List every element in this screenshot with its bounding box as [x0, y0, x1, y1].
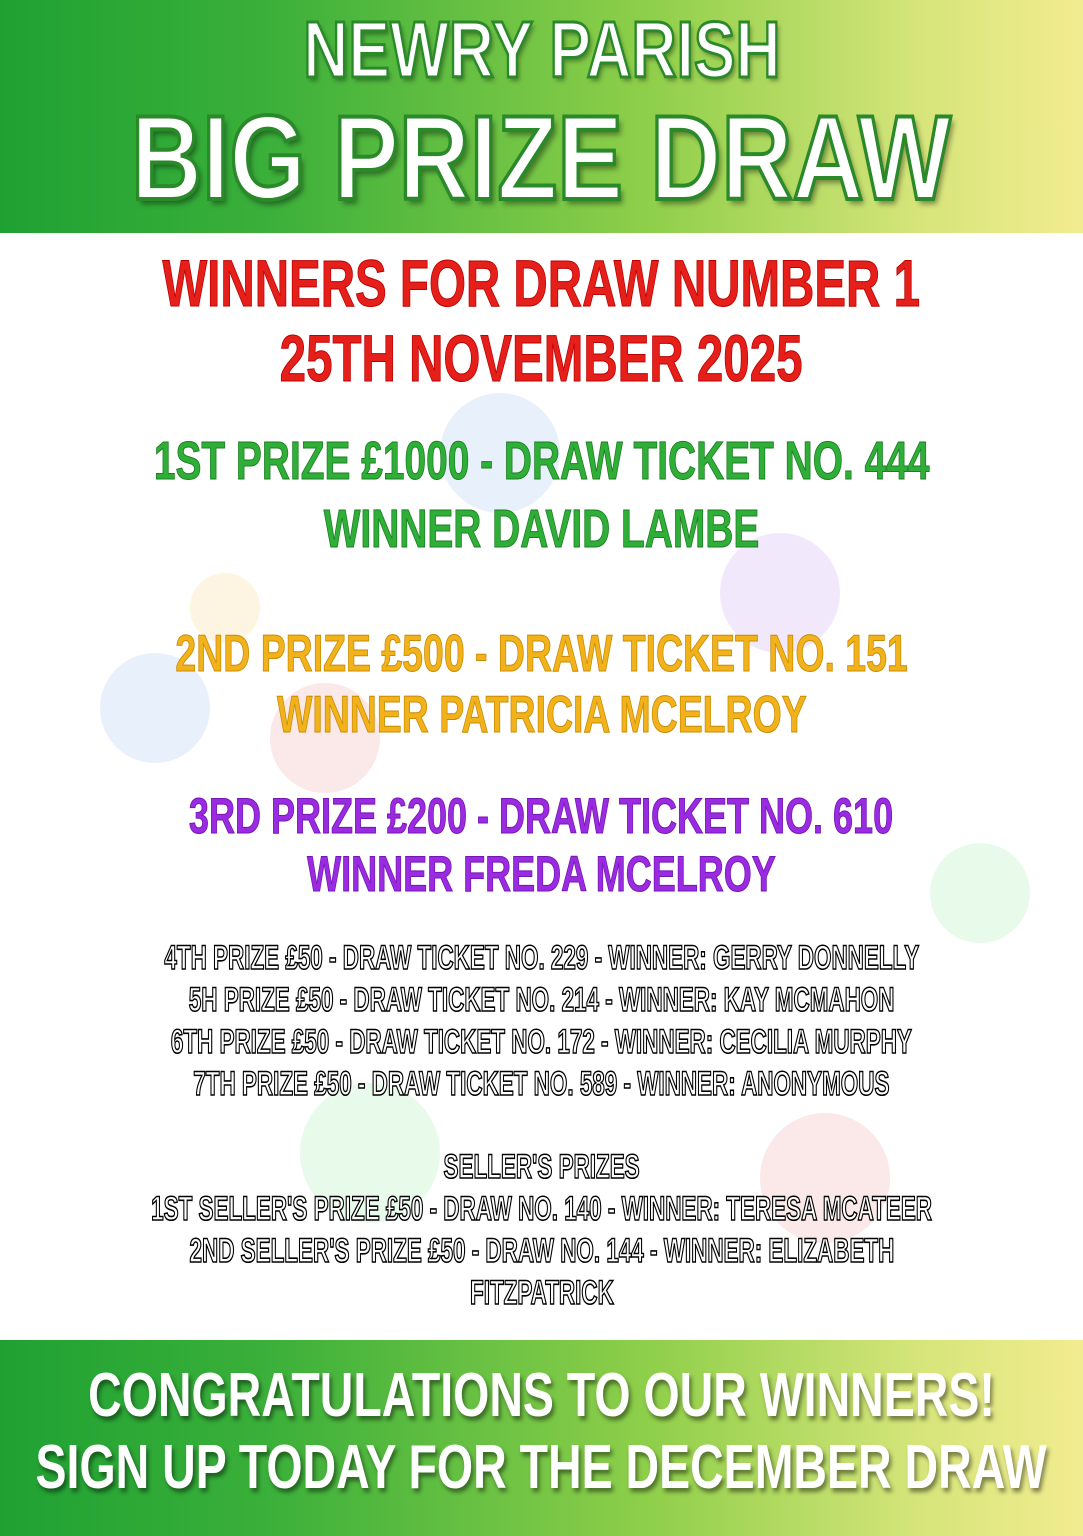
seller-prize-2: [0, 1232, 1083, 1271]
third-prize-winner: [0, 845, 1083, 903]
sellers-heading-text: SELLER'S PRIZES: [443, 1148, 640, 1186]
draw-date-text: 25TH NOVEMBER 2025: [280, 321, 803, 395]
seller-prize-1: [0, 1190, 1083, 1229]
seller-prize-text: 1ST SELLER'S PRIZE £50 - DRAW NO. 140 - WINNER: TERESA MCATEER: [151, 1190, 932, 1228]
header-line-1: [0, 0, 1083, 100]
seller-prize-text: 2ND SELLER'S PRIZE £50 - DRAW NO. 144 - WINNER: ELIZABETH: [189, 1232, 894, 1270]
draw-title: [0, 245, 1083, 321]
third-prize: [0, 787, 1083, 845]
prize-line-text: 6TH PRIZE £50 - DRAW TICKET NO. 172 - WINNER: CECILIA MURPHY: [171, 1023, 913, 1061]
prize-line-4: [0, 939, 1083, 978]
first-prize-text: 1ST PRIZE £1000 - DRAW TICKET NO. 444: [153, 431, 930, 491]
sellers-heading: [0, 1148, 1083, 1187]
first-prize-winner-text: WINNER DAVID LAMBE: [323, 499, 760, 559]
footer-line-2: [0, 1432, 1083, 1503]
prize-line-6: [0, 1023, 1083, 1062]
prize-line-5: [0, 981, 1083, 1020]
footer-line-1: [0, 1360, 1083, 1431]
seller-prize-text: FITZPATRICK: [469, 1274, 614, 1312]
prize-line-text: 5H PRIZE £50 - DRAW TICKET NO. 214 - WINNER: KAY MCMAHON: [188, 981, 895, 1019]
third-prize-text: 3RD PRIZE £200 - DRAW TICKET NO. 610: [189, 788, 894, 844]
second-prize-text: 2ND PRIZE £500 - DRAW TICKET NO. 151: [175, 625, 908, 683]
third-prize-winner-text: WINNER FREDA MCELROY: [307, 846, 776, 902]
prize-line-text: 7TH PRIZE £50 - DRAW TICKET NO. 589 - WINNER: ANONYMOUS: [193, 1065, 890, 1103]
signup-text: SIGN UP TODAY FOR THE DECEMBER DRAW: [35, 1433, 1048, 1502]
first-prize: [0, 430, 1083, 492]
first-prize-winner: [0, 498, 1083, 560]
header-title-large: BIG PRIZE DRAW: [131, 90, 952, 225]
draw-title-text: WINNERS FOR DRAW NUMBER 1: [162, 246, 921, 320]
second-prize: [0, 624, 1083, 684]
prize-line-text: 4TH PRIZE £50 - DRAW TICKET NO. 229 - WINNER: GERRY DONNELLY: [164, 939, 919, 977]
draw-date: [0, 320, 1083, 396]
seller-prize-2-cont: [0, 1274, 1083, 1313]
second-prize-winner: [0, 685, 1083, 745]
header-line-2: [0, 90, 1083, 225]
congratulations-text: CONGRATULATIONS TO OUR WINNERS!: [88, 1361, 995, 1430]
header-title-small: NEWRY PARISH: [302, 5, 781, 94]
second-prize-winner-text: WINNER PATRICIA MCELROY: [276, 686, 807, 744]
prize-line-7: [0, 1065, 1083, 1104]
